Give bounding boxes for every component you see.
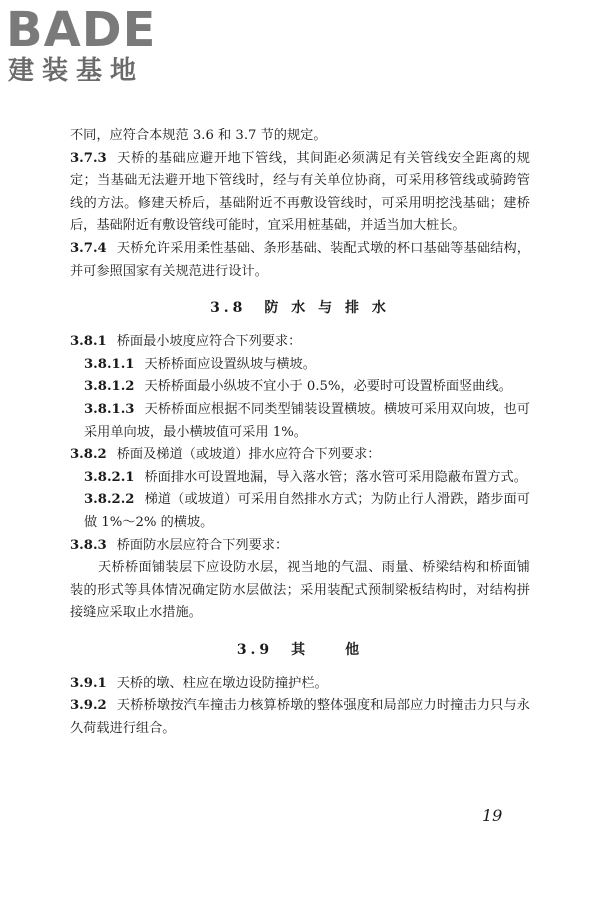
clause-number: 3.8.2.2 bbox=[84, 492, 135, 508]
clause-text: 不同，应符合本规范 3.6 和 3.7 节的规定。 bbox=[70, 128, 327, 143]
clause-number: 3.9.1 bbox=[70, 675, 107, 691]
clause-3-8-2-2 bbox=[70, 489, 530, 534]
paragraph bbox=[70, 125, 530, 148]
clause-3-8-1-2 bbox=[70, 376, 530, 399]
clause-text: 天桥桥面应设置纵坡与横坡。 bbox=[144, 356, 316, 372]
clause-text: 天桥允许采用柔性基础、条形基础、装配式墩的杯口基础等基础结构，并可参照国家有关规范进行设计。 bbox=[70, 240, 530, 279]
section-heading: 3.9 其 他 bbox=[236, 641, 364, 658]
clause-3-8-2-1 bbox=[70, 467, 530, 490]
clause-3-9-2 bbox=[70, 695, 530, 740]
clause-number: 3.8.1.3 bbox=[84, 401, 135, 417]
clause-3-8-3 bbox=[70, 535, 530, 558]
paragraph bbox=[70, 557, 530, 625]
clause-3-7-4 bbox=[70, 238, 530, 283]
clause-3-8-1-3 bbox=[70, 399, 530, 444]
clause-3-7-3 bbox=[70, 148, 530, 238]
clause-text: 天桥的基础应避开地下管线，其间距必须满足有关管线安全距离的规定；当基础无法避开地下管线时，经与有关单位协商，可采用移管线或骑跨管线的方法。修建天桥后，基础附近不再敷设管线时，可采用明挖浅基础；建桥后，基础附近有敷设管线可能时，宜采用桩基础，并适当加大桩长。 bbox=[70, 150, 530, 234]
clause-text: 天桥桥墩按汽车撞击力核算桥墩的整体强度和局部应力时撞击力只与永久荷载进行组合。 bbox=[70, 698, 530, 737]
clause-text: 天桥桥面最小纵坡不宜小于 0.5%，必要时可设置桥面竖曲线。 bbox=[144, 379, 512, 395]
logo-brand-text: BADE bbox=[6, 2, 157, 58]
clause-3-8-1 bbox=[70, 331, 530, 354]
clause-number: 3.8.2 bbox=[70, 447, 107, 463]
clause-number: 3.8.1 bbox=[70, 334, 107, 350]
clause-number: 3.9.2 bbox=[70, 698, 107, 714]
document-body bbox=[70, 125, 530, 741]
clause-text: 桥面及梯道（或坡道）排水应符合下列要求： bbox=[116, 447, 381, 463]
clause-number: 3.7.4 bbox=[70, 240, 107, 256]
clause-text: 桥面最小坡度应符合下列要求： bbox=[116, 334, 302, 350]
clause-number: 3.7.3 bbox=[70, 150, 107, 166]
clause-number: 3.8.2.1 bbox=[84, 469, 135, 485]
clause-text: 桥面排水可设置地漏，导入落水管；落水管可采用隐蔽布置方式。 bbox=[144, 469, 527, 485]
clause-number: 3.8.1.1 bbox=[84, 356, 135, 372]
clause-text: 天桥桥面铺装层下应设防水层，视当地的气温、雨量、桥梁结构和桥面铺装的形式等具体情况确定防水层做法；采用装配式预制梁板结构时，对结构拼接缝应采取止水措施。 bbox=[70, 560, 530, 621]
page-number: 19 bbox=[482, 806, 503, 825]
clause-number: 3.8.3 bbox=[70, 537, 107, 553]
logo-subtitle: 建装基地 bbox=[8, 56, 145, 86]
clause-text: 天桥的墩、柱应在墩边设防撞护栏。 bbox=[116, 675, 328, 691]
clause-text: 桥面防水层应符合下列要求： bbox=[116, 537, 289, 553]
clause-3-8-2 bbox=[70, 444, 530, 467]
brand-logo bbox=[6, 4, 176, 94]
clause-3-9-1 bbox=[70, 673, 530, 696]
clause-number: 3.8.1.2 bbox=[84, 379, 135, 395]
section-heading: 3.8 防 水 与 排 水 bbox=[210, 300, 390, 317]
clause-3-8-1-1 bbox=[70, 354, 530, 377]
clause-text: 天桥桥面应根据不同类型铺装设置横坡。横坡可采用双向坡，也可采用单向坡，最小横坡值可采用 1%。 bbox=[84, 401, 530, 440]
clause-text: 梯道（或坡道）可采用自然排水方式；为防止行人滑跌，踏步面可做 1%～2% 的横坡。 bbox=[84, 492, 530, 530]
